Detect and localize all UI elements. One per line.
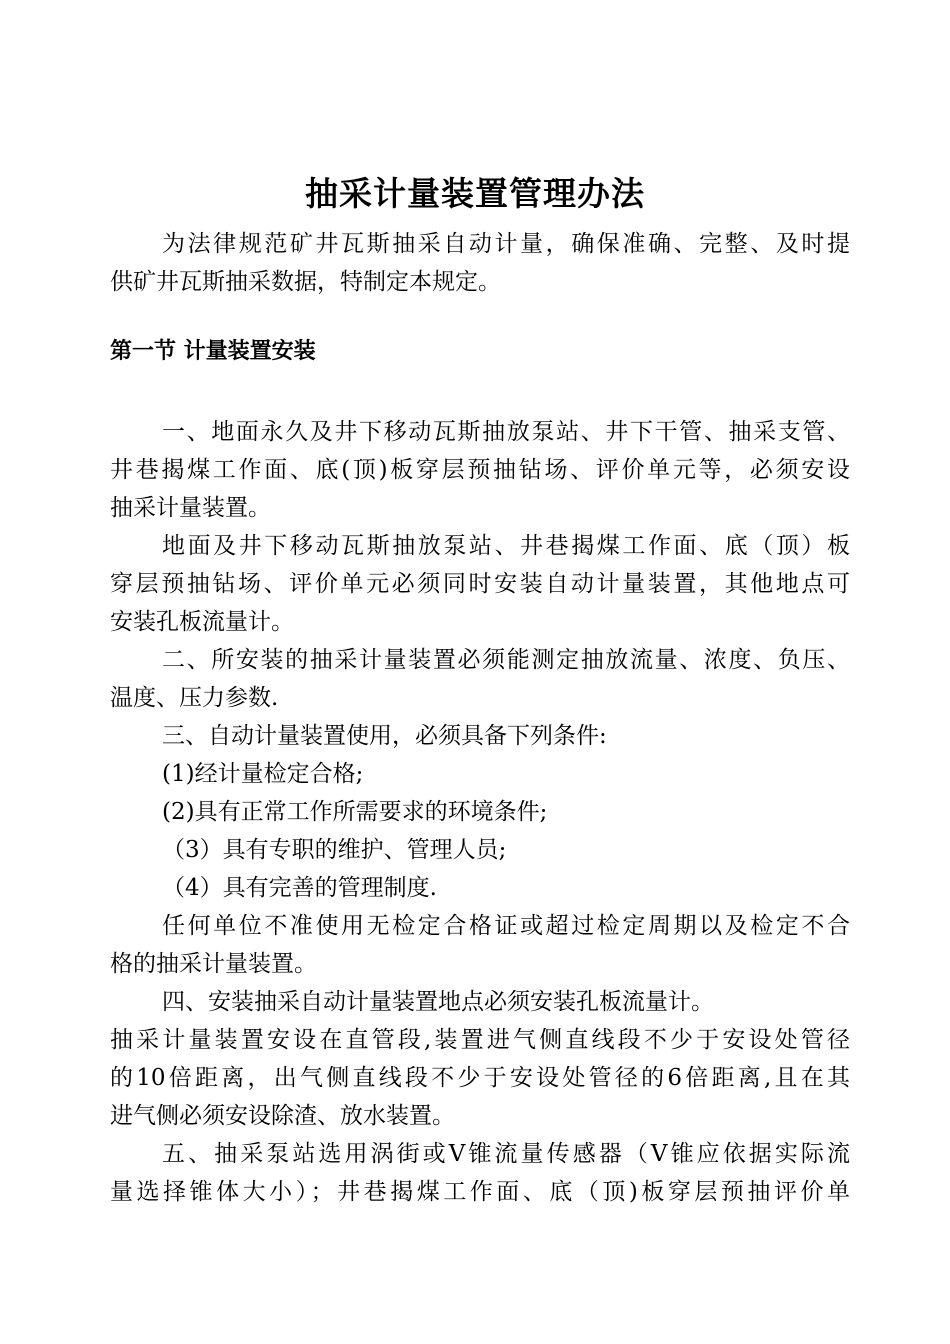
paragraph-line: 穿层预抽钻场、评价单元必须同时安装自动计量装置，其他地点可 bbox=[110, 571, 850, 597]
paragraph-line: 井巷揭煤工作面、底(顶)板穿层预抽钻场、评价单元等，必须安设 bbox=[110, 457, 850, 483]
paragraph-line: 进气侧必须安设除渣、放水装置。 bbox=[110, 1103, 455, 1129]
paragraph-line: 地面及井下移动瓦斯抽放泵站、井巷揭煤工作面、底（顶）板 bbox=[162, 533, 850, 559]
document-title: 抽采计量装置管理办法 bbox=[305, 174, 645, 213]
paragraph-line: 抽采计量装置安设在直管段,装置进气侧直线段不少于安设处管径 bbox=[110, 1027, 850, 1053]
paragraph-line: 二、所安装的抽采计量装置必须能测定抽放流量、浓度、负压、 bbox=[162, 647, 850, 673]
paragraph-line: 五、抽采泵站选用涡街或V锥流量传感器（V锥应依据实际流 bbox=[162, 1141, 850, 1167]
intro-line-1: 为法律规范矿井瓦斯抽采自动计量，确保准确、完整、及时提 bbox=[162, 231, 850, 257]
paragraph-line: 温度、压力参数. bbox=[110, 685, 279, 711]
paragraph-line: 安装孔板流量计。 bbox=[110, 609, 294, 635]
list-item: (2)具有正常工作所需要求的环境条件; bbox=[162, 799, 548, 825]
list-item: (1)经计量检定合格; bbox=[162, 761, 364, 787]
paragraph-line: 任何单位不准使用无检定合格证或超过检定周期以及检定不合 bbox=[162, 913, 850, 939]
section-heading: 第一节 计量装置安装 bbox=[110, 339, 316, 364]
intro-line-2: 供矿井瓦斯抽采数据，特制定本规定。 bbox=[110, 269, 501, 295]
paragraph-line: 四、安装抽采自动计量装置地点必须安装孔板流量计。 bbox=[162, 989, 714, 1015]
list-item: （3）具有专职的维护、管理人员; bbox=[162, 837, 507, 863]
paragraph-line: 三、自动计量装置使用，必须具备下列条件: bbox=[162, 723, 607, 749]
paragraph-line: 格的抽采计量装置。 bbox=[110, 951, 317, 977]
paragraph-line: 量选择锥体大小）；井巷揭煤工作面、底（顶)板穿层预抽评价单 bbox=[110, 1179, 850, 1205]
paragraph-line: 的10倍距离，出气侧直线段不少于安设处管径的6倍距离,且在其 bbox=[110, 1065, 850, 1091]
list-item: （4）具有完善的管理制度. bbox=[162, 875, 437, 901]
paragraph-line: 一、地面永久及井下移动瓦斯抽放泵站、井下干管、抽采支管、 bbox=[162, 419, 850, 445]
paragraph-line: 抽采计量装置。 bbox=[110, 495, 271, 521]
